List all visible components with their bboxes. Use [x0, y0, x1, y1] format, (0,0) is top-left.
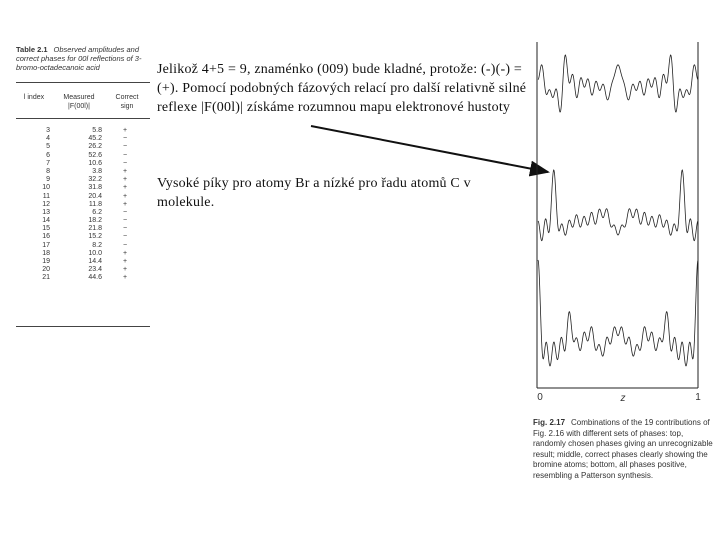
electron-density-figure [528, 40, 720, 410]
header-sign: Correct sign [115, 94, 139, 110]
row-index: 21 [42, 274, 50, 282]
row-sign: + [122, 274, 128, 282]
row-sign: + [122, 184, 128, 192]
table-label: Table 2.1 [16, 45, 48, 54]
row-index: 11 [42, 192, 50, 200]
row-index: 6 [46, 151, 50, 159]
figure-caption [533, 418, 713, 481]
row-sign: + [122, 176, 128, 184]
header-index: l index [23, 94, 45, 101]
row-index: 14 [42, 217, 50, 225]
row-index: 19 [42, 258, 50, 265]
row-sign: − [122, 135, 128, 143]
row-measured: 18.2 [88, 217, 102, 225]
row-sign: − [122, 208, 128, 216]
row-measured: 31.8 [88, 184, 102, 192]
row-measured: 14.4 [88, 258, 102, 265]
row-sign: − [122, 151, 128, 159]
figure-label: Fig. 2.17 [533, 418, 566, 427]
row-index: 9 [46, 176, 50, 184]
row-measured: 8.2 [92, 241, 102, 249]
row-sign: − [122, 241, 128, 249]
axis-mid-label: z [620, 393, 626, 404]
row-index: 7 [46, 159, 50, 167]
arrow-line [311, 126, 548, 172]
row-measured: 45.2 [88, 135, 102, 143]
row-index: 20 [42, 266, 50, 274]
row-sign: − [122, 225, 128, 233]
curve-random-phases [538, 55, 698, 112]
row-sign: + [122, 266, 128, 274]
row-measured: 20.4 [88, 192, 102, 200]
axis-start-label: 0 [537, 392, 543, 403]
row-measured: 26.2 [88, 143, 102, 151]
paragraph-peaks: Vysoké píky pro atomy Br a nízké pro řadu atomů C v molekule. [157, 176, 471, 210]
row-sign: − [122, 143, 128, 151]
row-index: 10 [42, 184, 50, 192]
row-index: 5 [46, 143, 50, 151]
paragraph-phase-relation: Jelikož 4+5 = 9, znaménko (009) bude kladné, protože: (-)(-) = (+). Pomocí podobných fázových relací pro další relativně silné reflexe |F(00l)| získáme rozumnou mapu elektronové hustoty [157, 62, 527, 115]
row-measured: 6.2 [92, 208, 102, 216]
row-index: 17 [42, 241, 50, 249]
row-measured: 32.2 [88, 176, 102, 184]
row-measured: 44.6 [88, 274, 102, 282]
row-sign: + [122, 200, 128, 208]
row-sign: + [122, 127, 128, 134]
row-sign: + [122, 192, 128, 200]
row-index: 12 [42, 200, 50, 208]
row-index: 3 [46, 127, 50, 134]
curve-all-positive [538, 260, 698, 366]
header-measured: Measured |F(00l)| [63, 94, 95, 110]
row-sign: + [122, 249, 128, 257]
row-sign: − [122, 217, 128, 225]
axis-end-label: 1 [695, 392, 701, 403]
curve-correct-phases [538, 170, 698, 241]
row-index: 8 [46, 167, 50, 175]
row-measured: 10.0 [88, 249, 102, 257]
table-caption-text: Observed amplitudes and correct phases for 00l reflections of 3-bromo-octadecanoic acid [16, 45, 142, 72]
row-measured: 21.8 [88, 225, 102, 233]
row-index: 16 [42, 233, 50, 241]
row-index: 18 [42, 249, 50, 257]
row-measured: 23.4 [88, 266, 102, 274]
row-index: 4 [46, 135, 50, 143]
row-sign: − [122, 233, 128, 241]
row-sign: − [122, 159, 128, 167]
figure-caption-text: Combinations of the 19 contributions of Fig. 2.16 with different sets of phases: top, randomly chosen phases giving an unrecognizable result; middle, correct phases clearly showing the bromine atoms; bottom, all phases positive, resembling a Patterson synthesis. [533, 418, 713, 480]
row-measured: 3.8 [92, 167, 102, 175]
row-sign: + [122, 167, 128, 175]
row-index: 15 [42, 225, 50, 233]
row-measured: 52.6 [88, 151, 102, 159]
row-measured: 10.6 [88, 159, 102, 167]
row-measured: 11.8 [88, 200, 102, 208]
row-index: 13 [42, 208, 50, 216]
row-measured: 15.2 [88, 233, 102, 241]
row-measured: 5.8 [92, 127, 102, 134]
row-sign: + [122, 258, 128, 265]
